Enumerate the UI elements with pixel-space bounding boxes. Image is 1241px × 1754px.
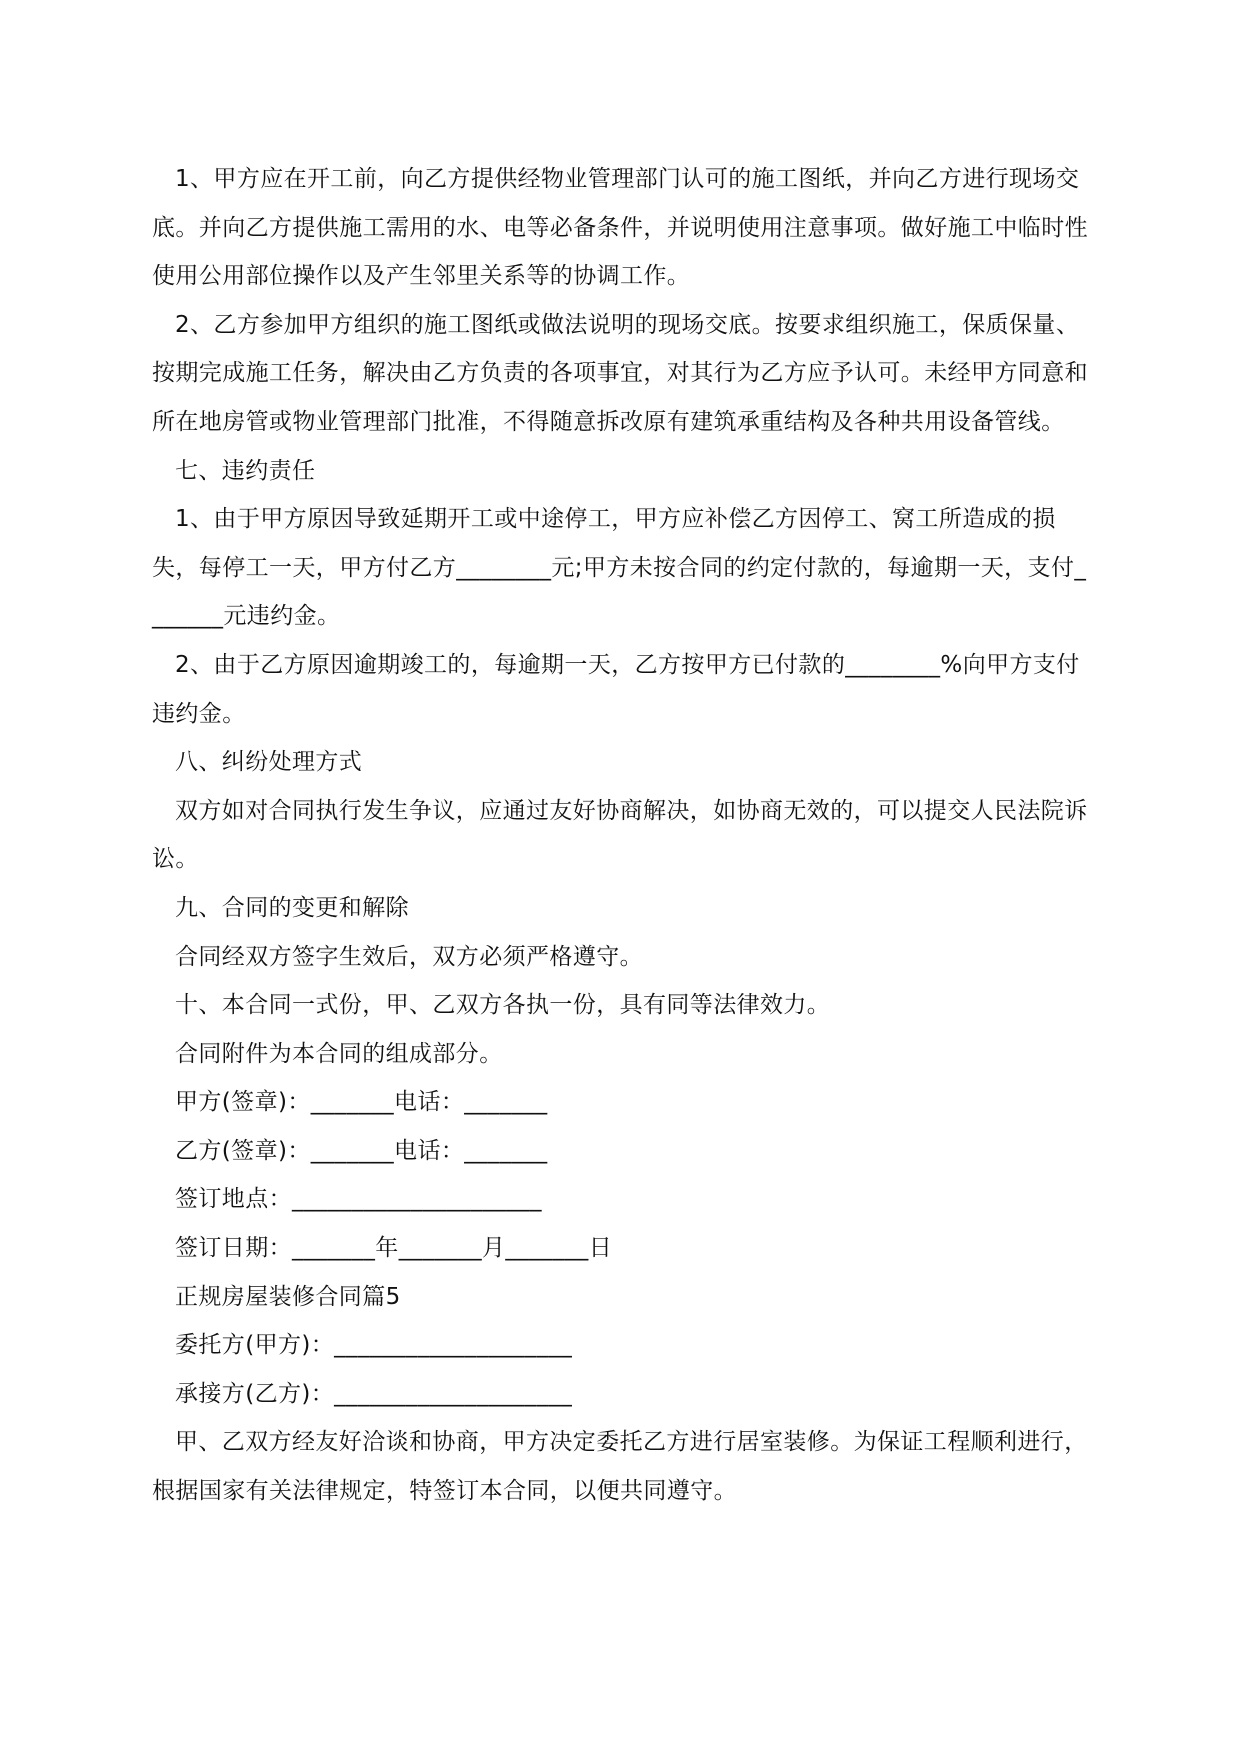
section-heading-changes: 九、合同的变更和解除 [175, 894, 409, 921]
clause-copies: 十、本合同一式份，甲、乙双方各执一份，具有同等法律效力。 [175, 992, 831, 1019]
clause-yi-delay-penalty: 2、由于乙方原因逾期竣工的，每逾期一天，乙方按甲方已付款的________%向甲方支付违约金。 [152, 651, 1080, 727]
signing-place-line: 签订地点：_____________________ [175, 1186, 542, 1213]
contract-title: 正规房屋装修合同篇5 [175, 1283, 401, 1310]
clause-effect: 合同经双方签字生效后，双方必须严格遵守。 [175, 943, 643, 970]
contract-preamble: 甲、乙双方经友好洽谈和协商，甲方决定委托乙方进行居室装修。为保证工程顺利进行，根据国家有关法律规定，特签订本合同，以便共同遵守。 [152, 1429, 1088, 1505]
clause-jia-obligations: 1、甲方应在开工前，向乙方提供经物业管理部门认可的施工图纸，并向乙方进行现场交底。并向乙方提供施工需用的水、电等必备条件，并说明使用注意事项。做好施工中临时性使用公用部位操作以及产生邻里关系等的协调工作。 [152, 166, 1088, 290]
signature-line-jia: 甲方(签章)：_______电话：_______ [175, 1089, 548, 1116]
signing-date-line: 签订日期：_______年_______月_______日 [175, 1235, 613, 1262]
clause-jia-delay-penalty: 1、由于甲方原因导致延期开工或中途停工，甲方应补偿乙方因停工、窝工所造成的损失，每停工一天，甲方付乙方________元;甲方未按合同的约定付款的，每逾期一天，支付_______元违约金。 [152, 506, 1087, 630]
section-heading-breach: 七、违约责任 [175, 457, 316, 484]
document-body [152, 155, 1092, 1516]
clause-attachments: 合同附件为本合同的组成部分。 [175, 1040, 503, 1067]
section-heading-disputes: 八、纠纷处理方式 [175, 749, 363, 776]
contractor-party-line: 承接方(乙方)：____________________ [175, 1380, 573, 1407]
client-party-line: 委托方(甲方)：____________________ [175, 1332, 573, 1359]
clause-disputes: 双方如对合同执行发生争议，应通过友好协商解决，如协商无效的，可以提交人民法院诉讼。 [152, 797, 1088, 873]
signature-line-yi: 乙方(签章)：_______电话：_______ [175, 1137, 548, 1164]
clause-yi-obligations: 2、乙方参加甲方组织的施工图纸或做法说明的现场交底。按要求组织施工，保质保量、按期完成施工任务，解决由乙方负责的各项事宜，对其行为乙方应予认可。未经甲方同意和所在地房管或物业管理部门批准，不得随意拆改原有建筑承重结构及各种共用设备管线。 [152, 311, 1088, 435]
